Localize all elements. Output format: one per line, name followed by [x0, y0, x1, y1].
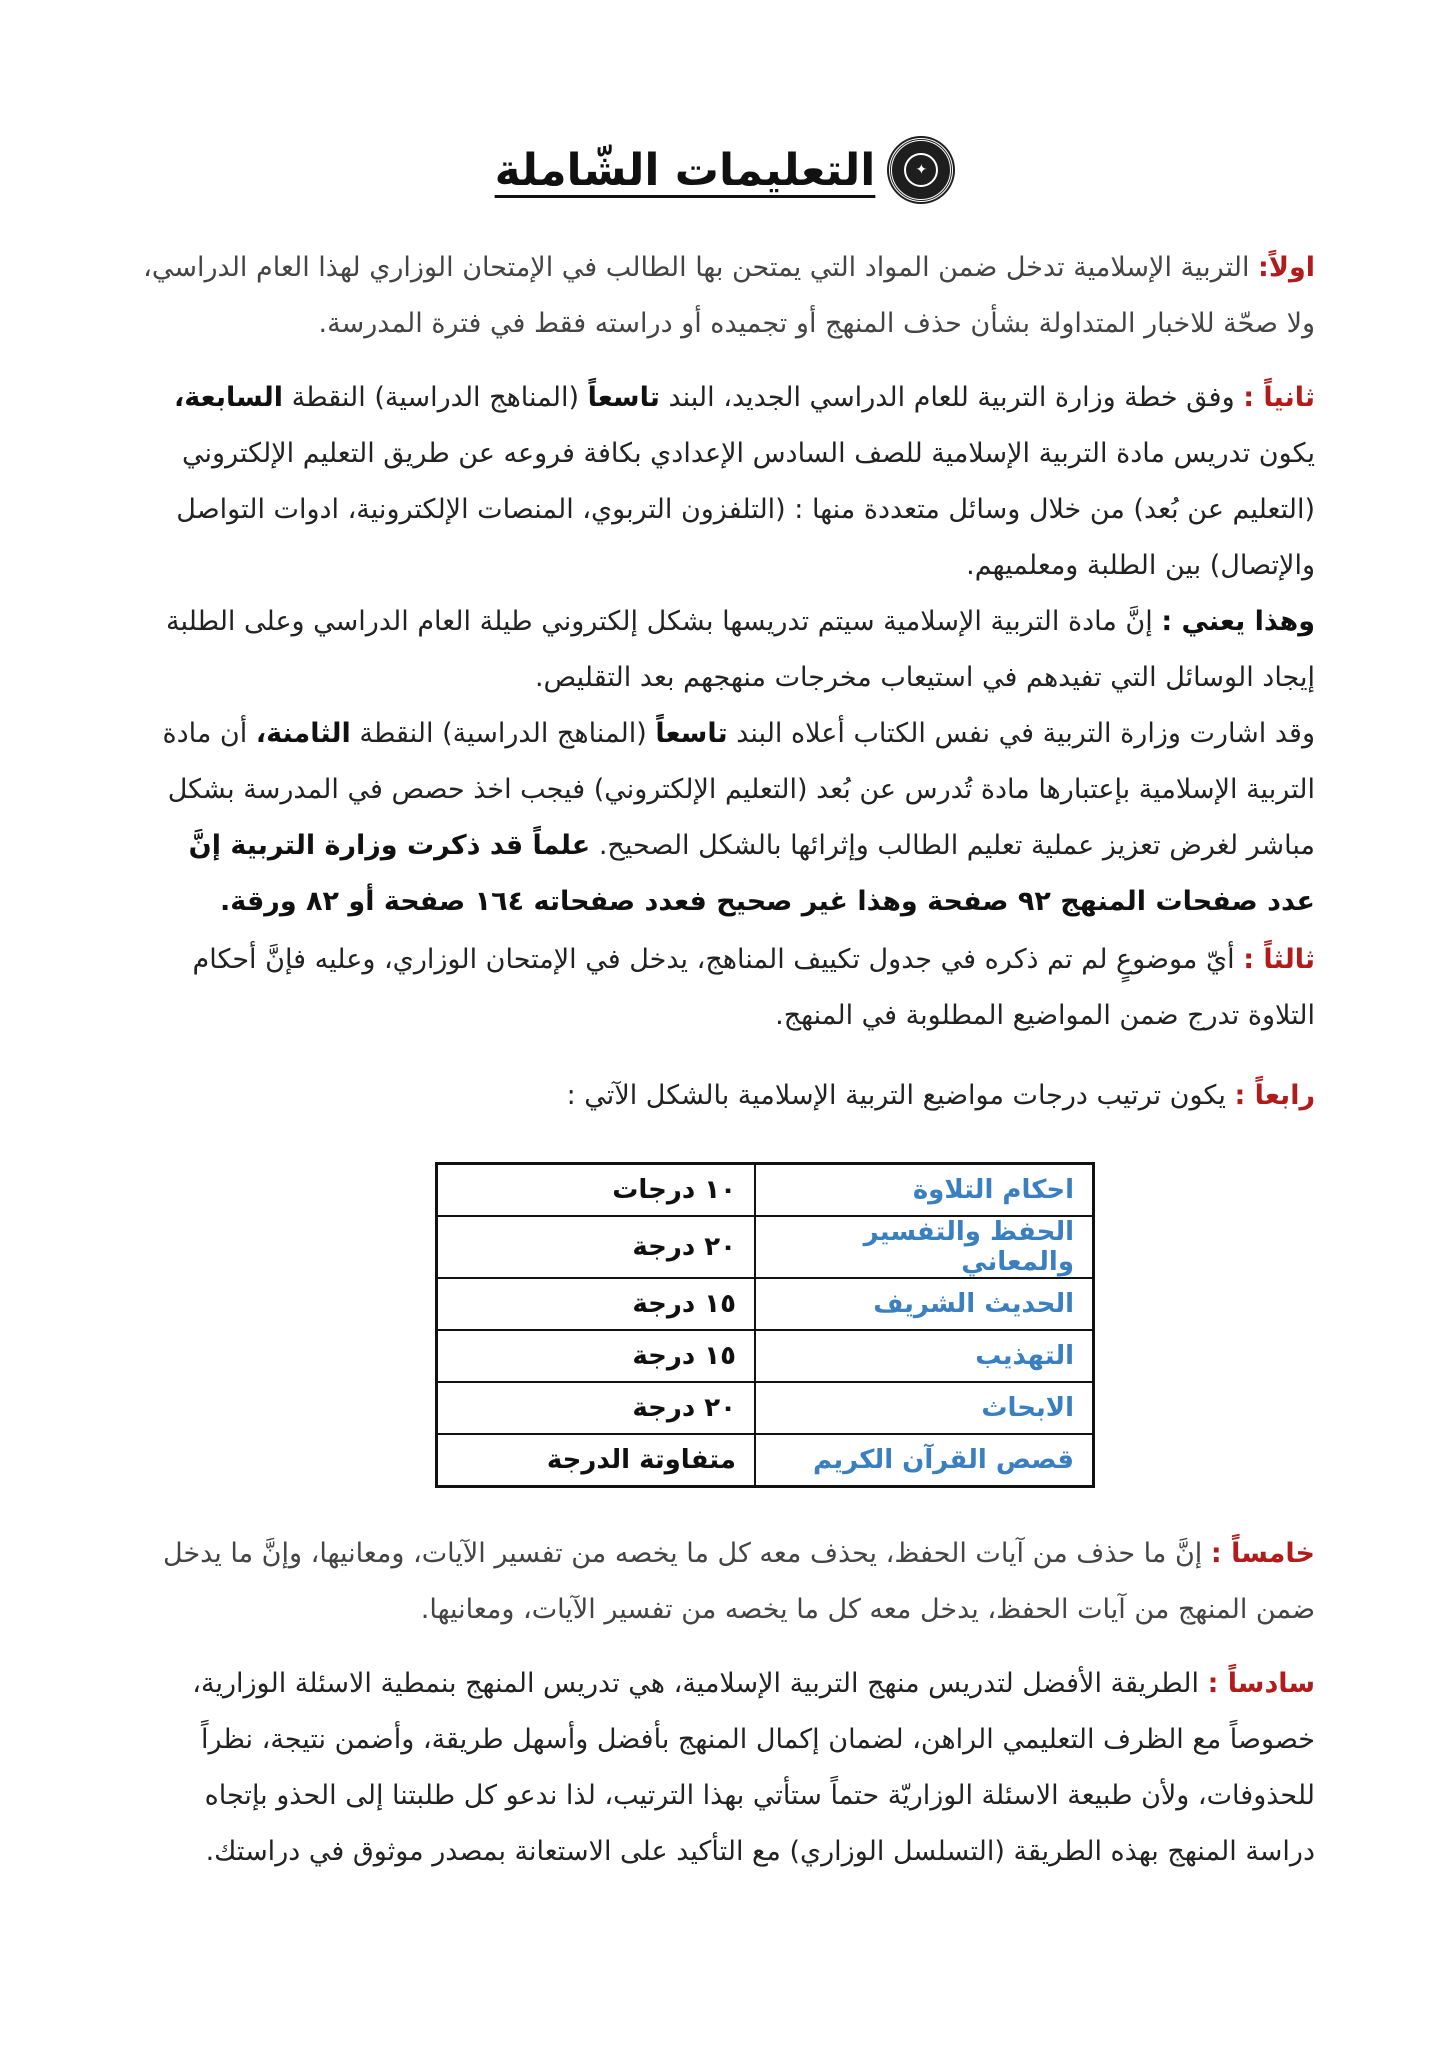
section-first — [140, 240, 1315, 352]
section-fourth-text: يكون ترتيب درجات مواضيع التربية الإسلامية بالشكل الآتي : — [566, 1080, 1226, 1111]
grades-table — [435, 1162, 1095, 1488]
section-second-text-6: (المناهج الدراسية) النقطة — [359, 718, 647, 749]
section-second-bold-2: السابعة، — [173, 382, 283, 413]
page-title: التعليمات الشّاملة — [494, 144, 876, 196]
section-fifth-label: خامساً : — [1210, 1538, 1315, 1569]
section-second-text-5: وقد اشارت وزارة التربية في نفس الكتاب أعلاه البند — [736, 718, 1315, 749]
table-row — [437, 1164, 1094, 1217]
section-second-bold-3: تاسعاً — [655, 718, 728, 749]
section-third-label: ثالثاً : — [1243, 944, 1315, 975]
section-second-text-3: يكون تدريس مادة التربية الإسلامية للصف السادس الإعدادي بكافة فروعه عن طريق التعليم الإلكتروني (التعليم عن بُعد) من خلال وسائل متعددة منها : (التلفزون التربوي، المنصات الإلكترونية، ادوات التواصل والإتصال) بين الطلبة ومعلميهم. — [176, 438, 1315, 581]
table-cell-topic: احكام التلاوة — [755, 1164, 1094, 1217]
section-third-text: أيّ موضوعٍ لم تم ذكره في جدول تكييف المناهج، يدخل في الإمتحان الوزاري، وعليه فإنَّ أحكام التلاوة تدرج ضمن المواضيع المطلوبة في المنهج. — [192, 944, 1315, 1031]
section-second-text-1: وفق خطة وزارة التربية للعام الدراسي الجديد، البند — [668, 382, 1235, 413]
section-second — [140, 370, 1315, 930]
table-cell-topic: الابحاث — [755, 1382, 1094, 1434]
section-fourth-label: رابعاً : — [1234, 1080, 1315, 1111]
table-cell-grade: متفاوتة الدرجة — [437, 1434, 756, 1487]
table-cell-topic: قصص القرآن الكريم — [755, 1434, 1094, 1487]
table-row — [437, 1330, 1094, 1382]
table-cell-grade: ٢٠ درجة — [437, 1216, 756, 1278]
section-second-text-4: إنَّ مادة التربية الإسلامية سيتم تدريسها بشكل إلكتروني طيلة العام الدراسي وعلى الطلبة إيجاد الوسائل التي تفيدهم في استيعاب مخرجات منهجهم بعد التقليص. — [165, 606, 1315, 693]
table-row — [437, 1382, 1094, 1434]
section-third — [140, 932, 1315, 1044]
section-first-text: التربية الإسلامية تدخل ضمن المواد التي يمتحن بها الطالب في الإمتحان الوزاري لهذا العام الدراسي، ولا صحّة للاخبار المتداولة بشأن حذف المنهج أو تجميده أو دراسته فقط في فترة المدرسة. — [143, 252, 1315, 339]
table-cell-grade: ١٥ درجة — [437, 1330, 756, 1382]
table-cell-topic: الحفظ والتفسير والمعاني — [755, 1216, 1094, 1278]
section-sixth — [140, 1656, 1315, 1880]
table-row — [437, 1216, 1094, 1278]
table-cell-topic: الحديث الشريف — [755, 1278, 1094, 1330]
title-block — [0, 138, 1448, 202]
section-second-bold-1: تاسعاً — [587, 382, 660, 413]
section-fifth — [140, 1526, 1315, 1638]
section-second-text-2: (المناهج الدراسية) النقطة — [291, 382, 580, 413]
section-fourth — [140, 1068, 1315, 1124]
section-first-label: اولاً: — [1258, 252, 1315, 283]
section-second-bold-4: الثامنة، — [255, 718, 351, 749]
table-row — [437, 1434, 1094, 1487]
section-second-label: ثانياً : — [1243, 382, 1315, 413]
section-sixth-text: الطريقة الأفضل لتدريس منهج التربية الإسلامية، هي تدريس المنهج بنمطية الاسئلة الوزارية، خصوصاً مع الظرف التعليمي الراهن، لضمان إكمال المنهج بأفضل وأسهل طريقة، وأضمن نتيجة، نظراً للحذوفات، ولأن طبيعة الاسئلة الوزاريّة حتماً ستأتي بهذا الترتيب، لذا ندعو كل طلبتنا إلى الحذو بإتجاه دراسة المنهج بهذه الطريقة (التسلسل الوزاري) مع التأكيد على الاستعانة بمصدر موثوق في دراستك. — [192, 1668, 1315, 1867]
section-second-label-2: وهذا يعني : — [1161, 606, 1315, 637]
section-second-text-7: أن مادة التربية الإسلامية بإعتبارها مادة تُدرس عن بُعد (التعليم الإلكتروني) فيجب اخذ حصص في المدرسة بشكل مباشر لغرض تعزيز عملية تعليم الطالب وإثرائها بالشكل الصحيح. — [162, 718, 1315, 861]
table-cell-topic: التهذيب — [755, 1330, 1094, 1382]
section-fifth-text: إنَّ ما حذف من آيات الحفظ، يحذف معه كل ما يخصه من تفسير الآيات، ومعانيها، وإنَّ ما يدخل ضمن المنهج من آيات الحفظ، يدخل معه كل ما يخصه من تفسير الآيات، ومعانيها. — [163, 1538, 1315, 1625]
table-cell-grade: ٢٠ درجة — [437, 1382, 756, 1434]
seal-logo-icon: ✦ — [889, 138, 953, 202]
section-second-bold-5: علماً قد ذكرت وزارة التربية إنَّ عدد صفحات المنهج ٩٢ صفحة وهذا غير صحيح فعدد صفحاته ١٦٤ صفحة أو ٨٢ ورقة. — [188, 830, 1315, 917]
table-cell-grade: ١٥ درجة — [437, 1278, 756, 1330]
table-cell-grade: ١٠ درجات — [437, 1164, 756, 1217]
table-row — [437, 1278, 1094, 1330]
section-sixth-label: سادساً : — [1207, 1668, 1315, 1699]
